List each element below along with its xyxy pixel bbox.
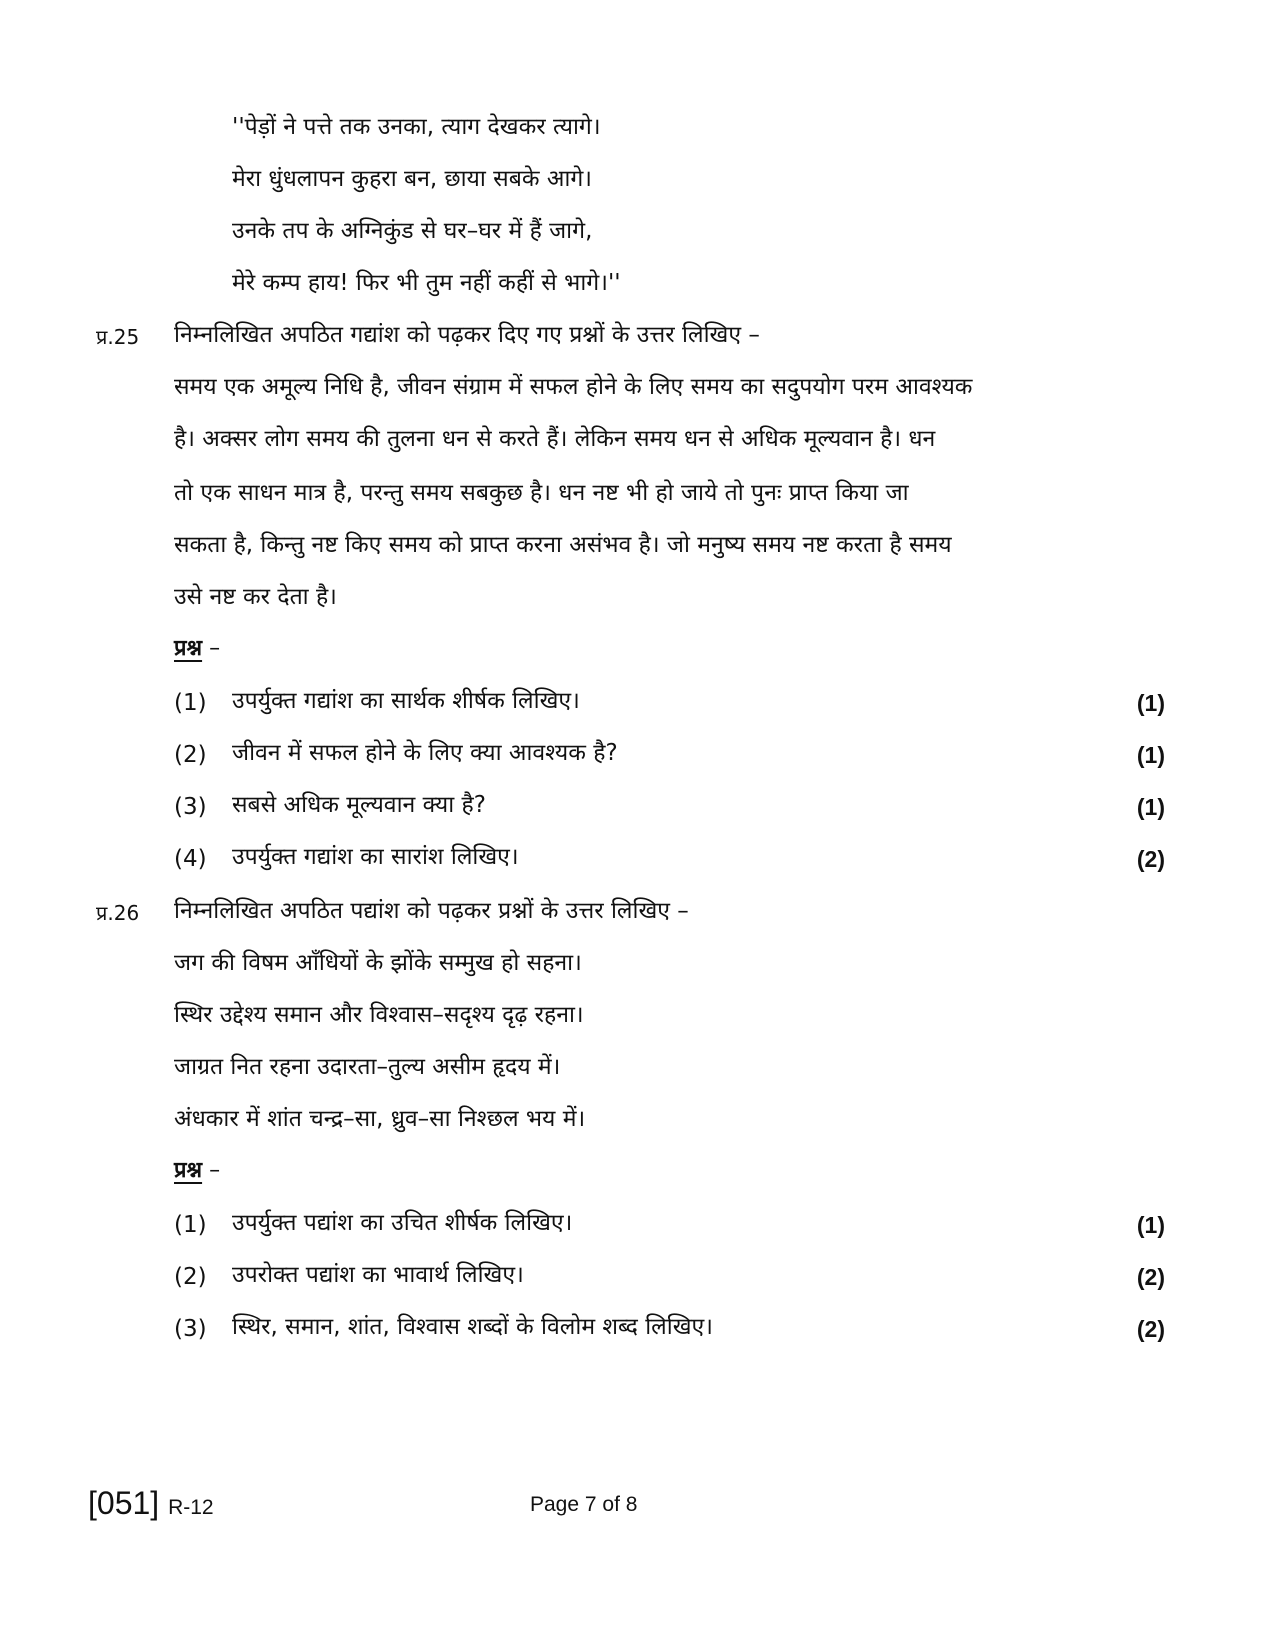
prashn-heading [174,634,220,664]
poem-line: जाग्रत नित रहना उदारता–तुल्य असीम हृदय में। [174,1054,561,1080]
sub-question-text: स्थिर, समान, शांत, विश्वास शब्दों के विलोम शब्द लिखिए। [232,1314,713,1340]
paper-series: R-12 [168,1496,214,1519]
passage-line: सकता है, किन्तु नष्ट किए समय को प्राप्त करना असंभव है। जो मनुष्य समय नष्ट करता है समय [174,532,952,558]
sub-question-text: उपर्युक्त पद्यांश का उचित शीर्षक लिखिए। [232,1210,573,1236]
marks: (2) [1136,846,1165,872]
prashn-label: प्रश्न [174,1158,203,1183]
prashn-label: प्रश्न [174,636,203,661]
marks: (1) [1136,690,1165,716]
poem-line: मेरा धुंधलापन कुहरा बन, छाया सबके आगे। [232,166,592,192]
page-number: Page 7 of 8 [530,1493,638,1516]
prashn-dash: – [209,1158,221,1183]
sub-question-text: उपर्युक्त गद्यांश का सारांश लिखिए। [232,844,519,870]
marks: (1) [1136,794,1165,820]
passage-line: उसे नष्ट कर देता है। [174,584,337,610]
question-number: प्र.25 [96,325,140,349]
marks: (1) [1136,1212,1165,1238]
sub-question-number: (3) [174,794,207,820]
sub-question-text: सबसे अधिक मूल्यवान क्या है? [232,792,486,818]
question-instruction: निम्नलिखित अपठित पद्यांश को पढ़कर प्रश्नों के उत्तर लिखिए – [174,898,689,924]
passage-line: तो एक साधन मात्र है, परन्तु समय सबकुछ है। धन नष्ट भी हो जाये तो पुनः प्राप्त किया जा [174,480,909,506]
passage-line: समय एक अमूल्य निधि है, जीवन संग्राम में सफल होने के लिए समय का सदुपयोग परम आवश्यक [174,374,973,400]
poem-line: अंधकार में शांत चन्द्र–सा, ध्रुव–सा निश्छल भय में। [174,1106,586,1132]
sub-question-number: (4) [174,846,207,872]
marks: (2) [1136,1264,1165,1290]
poem-line: स्थिर उद्देश्य समान और विश्वास–सदृश्य दृढ़ रहना। [174,1002,584,1028]
sub-question-number: (2) [174,1264,207,1290]
sub-question-text: उपर्युक्त गद्यांश का सार्थक शीर्षक लिखिए। [232,688,580,714]
paper-code: [051] [88,1485,160,1521]
marks: (2) [1136,1316,1165,1342]
poem-line: उनके तप के अग्निकुंड से घर–घर में हैं जागे, [232,218,593,244]
poem-line: ''पेड़ों ने पत्ते तक उनका, त्याग देखकर त्यागे। [232,114,601,140]
marks: (1) [1136,742,1165,768]
question-number: प्र.26 [96,901,140,925]
question-instruction: निम्नलिखित अपठित गद्यांश को पढ़कर दिए गए प्रश्नों के उत्तर लिखिए – [174,322,760,348]
sub-question-number: (1) [174,1212,207,1238]
footer-paper-code [88,1485,214,1526]
sub-question-text: जीवन में सफल होने के लिए क्या आवश्यक है? [232,740,618,766]
sub-question-number: (3) [174,1316,207,1342]
prashn-dash: – [209,636,221,661]
sub-question-text: उपरोक्त पद्यांश का भावार्थ लिखिए। [232,1262,524,1288]
poem-line: मेरे कम्प हाय! फिर भी तुम नहीं कहीं से भागे।'' [232,270,621,296]
passage-line: है। अक्सर लोग समय की तुलना धन से करते हैं। लेकिन समय धन से अधिक मूल्यवान है। धन [174,426,936,452]
poem-line: जग की विषम आँधियों के झोंके सम्मुख हो सहना। [174,950,582,976]
prashn-heading [174,1156,220,1186]
sub-question-number: (2) [174,742,207,768]
sub-question-number: (1) [174,690,207,716]
